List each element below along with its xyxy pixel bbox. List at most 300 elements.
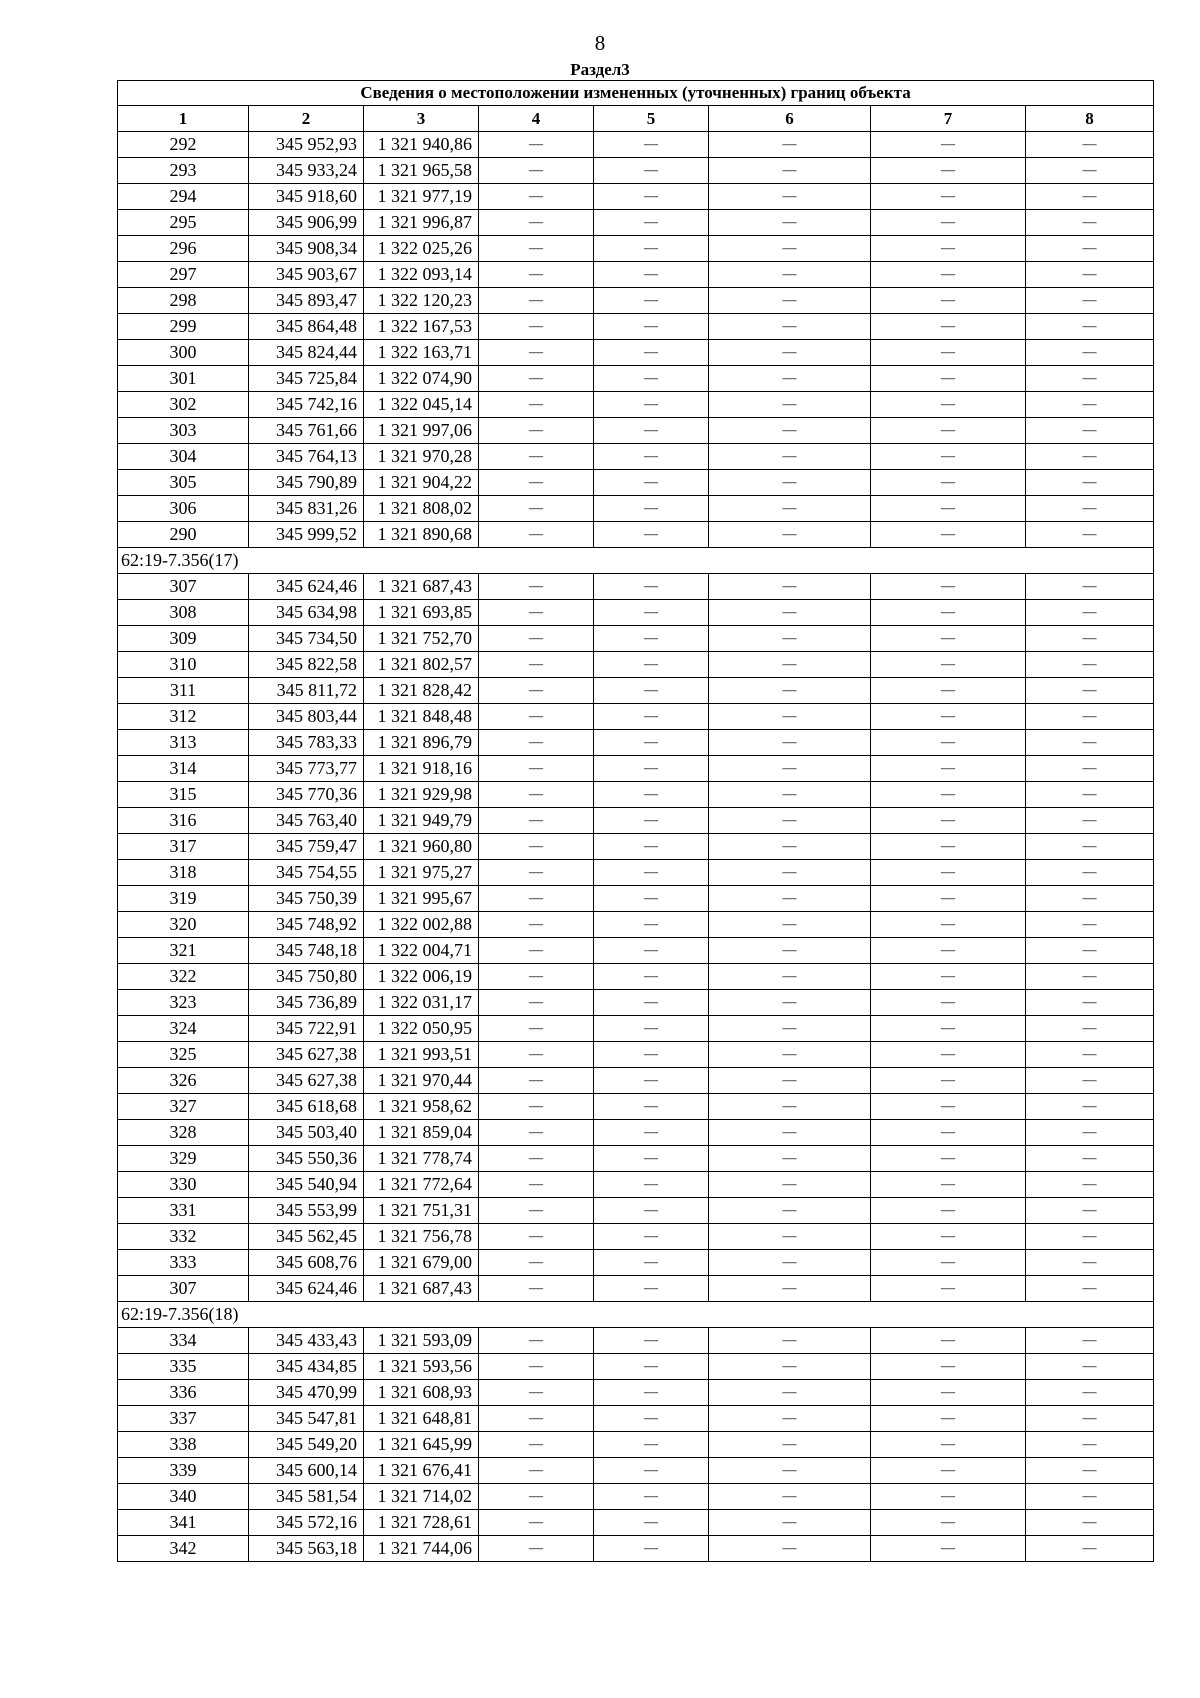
empty-value-cell: — bbox=[709, 132, 871, 158]
x-coordinate-cell: 345 764,13 bbox=[249, 444, 364, 470]
empty-value-cell: — bbox=[594, 834, 709, 860]
x-coordinate-cell: 345 624,46 bbox=[249, 1276, 364, 1302]
empty-value-cell: — bbox=[594, 1354, 709, 1380]
y-coordinate-cell: 1 321 995,67 bbox=[364, 886, 479, 912]
empty-value-cell: — bbox=[709, 808, 871, 834]
empty-value-cell: — bbox=[871, 730, 1026, 756]
empty-value-cell: — bbox=[479, 1510, 594, 1536]
empty-value-cell: — bbox=[1026, 522, 1154, 548]
x-coordinate-cell: 345 759,47 bbox=[249, 834, 364, 860]
empty-value-cell: — bbox=[871, 470, 1026, 496]
x-coordinate-cell: 345 470,99 bbox=[249, 1380, 364, 1406]
empty-value-cell: — bbox=[709, 1068, 871, 1094]
point-number-cell: 295 bbox=[118, 210, 249, 236]
empty-value-cell: — bbox=[479, 678, 594, 704]
empty-value-cell: — bbox=[1026, 1250, 1154, 1276]
empty-value-cell: — bbox=[871, 704, 1026, 730]
point-number-cell: 340 bbox=[118, 1484, 249, 1510]
y-coordinate-cell: 1 321 896,79 bbox=[364, 730, 479, 756]
table-row bbox=[118, 808, 1154, 834]
empty-value-cell: — bbox=[1026, 1068, 1154, 1094]
table-row bbox=[118, 678, 1154, 704]
empty-value-cell: — bbox=[1026, 782, 1154, 808]
empty-value-cell: — bbox=[479, 1198, 594, 1224]
table-row bbox=[118, 1094, 1154, 1120]
y-coordinate-cell: 1 322 006,19 bbox=[364, 964, 479, 990]
x-coordinate-cell: 345 770,36 bbox=[249, 782, 364, 808]
empty-value-cell: — bbox=[709, 1380, 871, 1406]
empty-value-cell: — bbox=[871, 886, 1026, 912]
column-header: 5 bbox=[594, 106, 709, 132]
empty-value-cell: — bbox=[871, 184, 1026, 210]
empty-value-cell: — bbox=[479, 990, 594, 1016]
empty-value-cell: — bbox=[709, 1328, 871, 1354]
empty-value-cell: — bbox=[871, 340, 1026, 366]
table-row bbox=[118, 1172, 1154, 1198]
point-number-cell: 293 bbox=[118, 158, 249, 184]
empty-value-cell: — bbox=[871, 1484, 1026, 1510]
empty-value-cell: — bbox=[1026, 730, 1154, 756]
point-number-cell: 303 bbox=[118, 418, 249, 444]
empty-value-cell: — bbox=[709, 1198, 871, 1224]
y-coordinate-cell: 1 321 977,19 bbox=[364, 184, 479, 210]
table-row bbox=[118, 1536, 1154, 1562]
empty-value-cell: — bbox=[709, 1276, 871, 1302]
point-number-cell: 334 bbox=[118, 1328, 249, 1354]
x-coordinate-cell: 345 824,44 bbox=[249, 340, 364, 366]
x-coordinate-cell: 345 624,46 bbox=[249, 574, 364, 600]
point-number-cell: 310 bbox=[118, 652, 249, 678]
x-coordinate-cell: 345 763,40 bbox=[249, 808, 364, 834]
point-number-cell: 317 bbox=[118, 834, 249, 860]
empty-value-cell: — bbox=[871, 366, 1026, 392]
table-row bbox=[118, 1250, 1154, 1276]
empty-value-cell: — bbox=[871, 782, 1026, 808]
empty-value-cell: — bbox=[1026, 1172, 1154, 1198]
table-row bbox=[118, 210, 1154, 236]
table-row bbox=[118, 444, 1154, 470]
empty-value-cell: — bbox=[479, 418, 594, 444]
empty-value-cell: — bbox=[479, 1120, 594, 1146]
empty-value-cell: — bbox=[709, 1172, 871, 1198]
empty-value-cell: — bbox=[871, 444, 1026, 470]
empty-value-cell: — bbox=[709, 964, 871, 990]
table-row bbox=[118, 1406, 1154, 1432]
column-header: 3 bbox=[364, 106, 479, 132]
empty-value-cell: — bbox=[594, 1120, 709, 1146]
y-coordinate-cell: 1 321 848,48 bbox=[364, 704, 479, 730]
point-number-cell: 331 bbox=[118, 1198, 249, 1224]
point-number-cell: 299 bbox=[118, 314, 249, 340]
x-coordinate-cell: 345 627,38 bbox=[249, 1068, 364, 1094]
empty-value-cell: — bbox=[479, 288, 594, 314]
empty-value-cell: — bbox=[871, 912, 1026, 938]
empty-value-cell: — bbox=[1026, 236, 1154, 262]
y-coordinate-cell: 1 321 756,78 bbox=[364, 1224, 479, 1250]
empty-value-cell: — bbox=[871, 626, 1026, 652]
y-coordinate-cell: 1 321 593,09 bbox=[364, 1328, 479, 1354]
empty-value-cell: — bbox=[709, 210, 871, 236]
empty-value-cell: — bbox=[871, 288, 1026, 314]
empty-value-cell: — bbox=[871, 964, 1026, 990]
empty-value-cell: — bbox=[594, 1146, 709, 1172]
empty-value-cell: — bbox=[1026, 626, 1154, 652]
empty-value-cell: — bbox=[594, 1016, 709, 1042]
x-coordinate-cell: 345 906,99 bbox=[249, 210, 364, 236]
empty-value-cell: — bbox=[594, 496, 709, 522]
x-coordinate-cell: 345 434,85 bbox=[249, 1354, 364, 1380]
empty-value-cell: — bbox=[871, 496, 1026, 522]
empty-value-cell: — bbox=[594, 1406, 709, 1432]
point-number-cell: 313 bbox=[118, 730, 249, 756]
table-row bbox=[118, 652, 1154, 678]
x-coordinate-cell: 345 503,40 bbox=[249, 1120, 364, 1146]
table-row bbox=[118, 912, 1154, 938]
empty-value-cell: — bbox=[871, 1120, 1026, 1146]
empty-value-cell: — bbox=[479, 1458, 594, 1484]
x-coordinate-cell: 345 725,84 bbox=[249, 366, 364, 392]
table-row bbox=[118, 782, 1154, 808]
empty-value-cell: — bbox=[709, 522, 871, 548]
point-number-cell: 294 bbox=[118, 184, 249, 210]
empty-value-cell: — bbox=[709, 158, 871, 184]
point-number-cell: 325 bbox=[118, 1042, 249, 1068]
empty-value-cell: — bbox=[479, 158, 594, 184]
y-coordinate-cell: 1 321 949,79 bbox=[364, 808, 479, 834]
empty-value-cell: — bbox=[1026, 1406, 1154, 1432]
empty-value-cell: — bbox=[709, 990, 871, 1016]
empty-value-cell: — bbox=[594, 236, 709, 262]
y-coordinate-cell: 1 321 593,56 bbox=[364, 1354, 479, 1380]
empty-value-cell: — bbox=[871, 1224, 1026, 1250]
x-coordinate-cell: 345 803,44 bbox=[249, 704, 364, 730]
point-number-cell: 322 bbox=[118, 964, 249, 990]
empty-value-cell: — bbox=[709, 860, 871, 886]
empty-value-cell: — bbox=[594, 756, 709, 782]
empty-value-cell: — bbox=[709, 886, 871, 912]
x-coordinate-cell: 345 999,52 bbox=[249, 522, 364, 548]
empty-value-cell: — bbox=[1026, 808, 1154, 834]
x-coordinate-cell: 345 722,91 bbox=[249, 1016, 364, 1042]
empty-value-cell: — bbox=[594, 392, 709, 418]
empty-value-cell: — bbox=[479, 314, 594, 340]
x-coordinate-cell: 345 734,50 bbox=[249, 626, 364, 652]
empty-value-cell: — bbox=[709, 184, 871, 210]
empty-value-cell: — bbox=[479, 704, 594, 730]
empty-value-cell: — bbox=[709, 288, 871, 314]
empty-value-cell: — bbox=[709, 1146, 871, 1172]
empty-value-cell: — bbox=[479, 1042, 594, 1068]
empty-value-cell: — bbox=[594, 1198, 709, 1224]
y-coordinate-cell: 1 321 859,04 bbox=[364, 1120, 479, 1146]
x-coordinate-cell: 345 952,93 bbox=[249, 132, 364, 158]
empty-value-cell: — bbox=[594, 1172, 709, 1198]
empty-value-cell: — bbox=[709, 1224, 871, 1250]
empty-value-cell: — bbox=[709, 574, 871, 600]
empty-value-cell: — bbox=[871, 1016, 1026, 1042]
table-row bbox=[118, 626, 1154, 652]
y-coordinate-cell: 1 321 975,27 bbox=[364, 860, 479, 886]
empty-value-cell: — bbox=[871, 1406, 1026, 1432]
point-number-cell: 309 bbox=[118, 626, 249, 652]
x-coordinate-cell: 345 736,89 bbox=[249, 990, 364, 1016]
point-number-cell: 339 bbox=[118, 1458, 249, 1484]
empty-value-cell: — bbox=[871, 236, 1026, 262]
empty-value-cell: — bbox=[479, 1406, 594, 1432]
empty-value-cell: — bbox=[871, 158, 1026, 184]
empty-value-cell: — bbox=[709, 262, 871, 288]
table-row bbox=[118, 392, 1154, 418]
y-coordinate-cell: 1 322 120,23 bbox=[364, 288, 479, 314]
y-coordinate-cell: 1 321 744,06 bbox=[364, 1536, 479, 1562]
table-row bbox=[118, 132, 1154, 158]
y-coordinate-cell: 1 322 025,26 bbox=[364, 236, 479, 262]
y-coordinate-cell: 1 321 645,99 bbox=[364, 1432, 479, 1458]
empty-value-cell: — bbox=[479, 522, 594, 548]
y-coordinate-cell: 1 322 163,71 bbox=[364, 340, 479, 366]
empty-value-cell: — bbox=[709, 314, 871, 340]
empty-value-cell: — bbox=[1026, 1432, 1154, 1458]
table-row bbox=[118, 1224, 1154, 1250]
empty-value-cell: — bbox=[709, 1458, 871, 1484]
empty-value-cell: — bbox=[1026, 392, 1154, 418]
empty-value-cell: — bbox=[1026, 652, 1154, 678]
empty-value-cell: — bbox=[594, 1042, 709, 1068]
empty-value-cell: — bbox=[709, 444, 871, 470]
x-coordinate-cell: 345 908,34 bbox=[249, 236, 364, 262]
point-number-cell: 302 bbox=[118, 392, 249, 418]
empty-value-cell: — bbox=[594, 1328, 709, 1354]
empty-value-cell: — bbox=[709, 418, 871, 444]
table-body bbox=[118, 132, 1154, 1562]
group-row bbox=[118, 1302, 1154, 1328]
y-coordinate-cell: 1 321 940,86 bbox=[364, 132, 479, 158]
table-caption: Сведения о местоположении измененных (уточненных) границ объекта bbox=[118, 81, 1154, 106]
empty-value-cell: — bbox=[1026, 938, 1154, 964]
x-coordinate-cell: 345 608,76 bbox=[249, 1250, 364, 1276]
point-number-cell: 318 bbox=[118, 860, 249, 886]
empty-value-cell: — bbox=[594, 678, 709, 704]
empty-value-cell: — bbox=[479, 470, 594, 496]
table-row bbox=[118, 470, 1154, 496]
point-number-cell: 338 bbox=[118, 1432, 249, 1458]
empty-value-cell: — bbox=[871, 938, 1026, 964]
y-coordinate-cell: 1 321 929,98 bbox=[364, 782, 479, 808]
y-coordinate-cell: 1 321 679,00 bbox=[364, 1250, 479, 1276]
empty-value-cell: — bbox=[709, 236, 871, 262]
table-row bbox=[118, 574, 1154, 600]
empty-value-cell: — bbox=[709, 366, 871, 392]
table-row bbox=[118, 1042, 1154, 1068]
empty-value-cell: — bbox=[709, 1536, 871, 1562]
empty-value-cell: — bbox=[709, 678, 871, 704]
x-coordinate-cell: 345 864,48 bbox=[249, 314, 364, 340]
point-number-cell: 292 bbox=[118, 132, 249, 158]
empty-value-cell: — bbox=[1026, 470, 1154, 496]
x-coordinate-cell: 345 549,20 bbox=[249, 1432, 364, 1458]
empty-value-cell: — bbox=[594, 912, 709, 938]
empty-value-cell: — bbox=[479, 496, 594, 522]
empty-value-cell: — bbox=[1026, 886, 1154, 912]
x-coordinate-cell: 345 903,67 bbox=[249, 262, 364, 288]
x-coordinate-cell: 345 750,39 bbox=[249, 886, 364, 912]
empty-value-cell: — bbox=[709, 496, 871, 522]
y-coordinate-cell: 1 321 970,28 bbox=[364, 444, 479, 470]
x-coordinate-cell: 345 831,26 bbox=[249, 496, 364, 522]
empty-value-cell: — bbox=[594, 964, 709, 990]
empty-value-cell: — bbox=[594, 184, 709, 210]
empty-value-cell: — bbox=[871, 522, 1026, 548]
empty-value-cell: — bbox=[709, 600, 871, 626]
y-coordinate-cell: 1 321 904,22 bbox=[364, 470, 479, 496]
empty-value-cell: — bbox=[709, 1484, 871, 1510]
empty-value-cell: — bbox=[1026, 262, 1154, 288]
empty-value-cell: — bbox=[709, 626, 871, 652]
y-coordinate-cell: 1 321 970,44 bbox=[364, 1068, 479, 1094]
empty-value-cell: — bbox=[594, 1224, 709, 1250]
empty-value-cell: — bbox=[871, 1510, 1026, 1536]
empty-value-cell: — bbox=[871, 1172, 1026, 1198]
empty-value-cell: — bbox=[479, 938, 594, 964]
table-row bbox=[118, 1068, 1154, 1094]
empty-value-cell: — bbox=[871, 808, 1026, 834]
empty-value-cell: — bbox=[871, 678, 1026, 704]
x-coordinate-cell: 345 600,14 bbox=[249, 1458, 364, 1484]
empty-value-cell: — bbox=[479, 444, 594, 470]
empty-value-cell: — bbox=[594, 730, 709, 756]
empty-value-cell: — bbox=[871, 574, 1026, 600]
y-coordinate-cell: 1 322 074,90 bbox=[364, 366, 479, 392]
table-row bbox=[118, 990, 1154, 1016]
empty-value-cell: — bbox=[1026, 990, 1154, 1016]
point-number-cell: 296 bbox=[118, 236, 249, 262]
point-number-cell: 326 bbox=[118, 1068, 249, 1094]
empty-value-cell: — bbox=[479, 1380, 594, 1406]
table-row bbox=[118, 1146, 1154, 1172]
empty-value-cell: — bbox=[479, 782, 594, 808]
point-number-cell: 320 bbox=[118, 912, 249, 938]
x-coordinate-cell: 345 822,58 bbox=[249, 652, 364, 678]
empty-value-cell: — bbox=[1026, 1328, 1154, 1354]
empty-value-cell: — bbox=[479, 600, 594, 626]
y-coordinate-cell: 1 322 002,88 bbox=[364, 912, 479, 938]
boundary-coordinates-table bbox=[117, 80, 1154, 1562]
y-coordinate-cell: 1 321 693,85 bbox=[364, 600, 479, 626]
point-number-cell: 333 bbox=[118, 1250, 249, 1276]
empty-value-cell: — bbox=[871, 1432, 1026, 1458]
group-label: 62:19-7.356(18) bbox=[118, 1302, 1154, 1328]
empty-value-cell: — bbox=[871, 834, 1026, 860]
y-coordinate-cell: 1 322 093,14 bbox=[364, 262, 479, 288]
empty-value-cell: — bbox=[1026, 678, 1154, 704]
empty-value-cell: — bbox=[479, 392, 594, 418]
empty-value-cell: — bbox=[1026, 1380, 1154, 1406]
empty-value-cell: — bbox=[1026, 1042, 1154, 1068]
table-row bbox=[118, 886, 1154, 912]
empty-value-cell: — bbox=[1026, 912, 1154, 938]
page-number: 8 bbox=[594, 31, 606, 55]
y-coordinate-cell: 1 321 714,02 bbox=[364, 1484, 479, 1510]
empty-value-cell: — bbox=[479, 132, 594, 158]
empty-value-cell: — bbox=[594, 990, 709, 1016]
empty-value-cell: — bbox=[479, 236, 594, 262]
empty-value-cell: — bbox=[1026, 600, 1154, 626]
empty-value-cell: — bbox=[594, 132, 709, 158]
point-number-cell: 324 bbox=[118, 1016, 249, 1042]
group-label: 62:19-7.356(17) bbox=[118, 548, 1154, 574]
empty-value-cell: — bbox=[1026, 756, 1154, 782]
empty-value-cell: — bbox=[709, 1354, 871, 1380]
empty-value-cell: — bbox=[1026, 1094, 1154, 1120]
x-coordinate-cell: 345 918,60 bbox=[249, 184, 364, 210]
table-row bbox=[118, 418, 1154, 444]
table-row bbox=[118, 1198, 1154, 1224]
y-coordinate-cell: 1 321 608,93 bbox=[364, 1380, 479, 1406]
table-row bbox=[118, 730, 1154, 756]
empty-value-cell: — bbox=[871, 1380, 1026, 1406]
y-coordinate-cell: 1 321 965,58 bbox=[364, 158, 479, 184]
empty-value-cell: — bbox=[1026, 574, 1154, 600]
table-row bbox=[118, 184, 1154, 210]
point-number-cell: 335 bbox=[118, 1354, 249, 1380]
table-row bbox=[118, 1458, 1154, 1484]
x-coordinate-cell: 345 790,89 bbox=[249, 470, 364, 496]
y-coordinate-cell: 1 322 031,17 bbox=[364, 990, 479, 1016]
point-number-cell: 321 bbox=[118, 938, 249, 964]
empty-value-cell: — bbox=[709, 938, 871, 964]
empty-value-cell: — bbox=[1026, 184, 1154, 210]
y-coordinate-cell: 1 321 778,74 bbox=[364, 1146, 479, 1172]
table-row bbox=[118, 600, 1154, 626]
empty-value-cell: — bbox=[709, 756, 871, 782]
empty-value-cell: — bbox=[1026, 132, 1154, 158]
point-number-cell: 342 bbox=[118, 1536, 249, 1562]
y-coordinate-cell: 1 321 960,80 bbox=[364, 834, 479, 860]
empty-value-cell: — bbox=[709, 392, 871, 418]
empty-value-cell: — bbox=[1026, 496, 1154, 522]
empty-value-cell: — bbox=[1026, 860, 1154, 886]
empty-value-cell: — bbox=[871, 1198, 1026, 1224]
y-coordinate-cell: 1 321 996,87 bbox=[364, 210, 479, 236]
empty-value-cell: — bbox=[479, 626, 594, 652]
empty-value-cell: — bbox=[594, 522, 709, 548]
point-number-cell: 298 bbox=[118, 288, 249, 314]
y-coordinate-cell: 1 321 958,62 bbox=[364, 1094, 479, 1120]
table-row bbox=[118, 288, 1154, 314]
empty-value-cell: — bbox=[1026, 1016, 1154, 1042]
table-caption-row bbox=[118, 81, 1154, 106]
empty-value-cell: — bbox=[871, 860, 1026, 886]
empty-value-cell: — bbox=[709, 912, 871, 938]
empty-value-cell: — bbox=[479, 366, 594, 392]
empty-value-cell: — bbox=[479, 808, 594, 834]
empty-value-cell: — bbox=[479, 1354, 594, 1380]
table-row bbox=[118, 1510, 1154, 1536]
empty-value-cell: — bbox=[479, 1536, 594, 1562]
empty-value-cell: — bbox=[1026, 1536, 1154, 1562]
column-header: 1 bbox=[118, 106, 249, 132]
x-coordinate-cell: 345 572,16 bbox=[249, 1510, 364, 1536]
empty-value-cell: — bbox=[1026, 340, 1154, 366]
x-coordinate-cell: 345 783,33 bbox=[249, 730, 364, 756]
column-header: 8 bbox=[1026, 106, 1154, 132]
y-coordinate-cell: 1 321 993,51 bbox=[364, 1042, 479, 1068]
y-coordinate-cell: 1 321 890,68 bbox=[364, 522, 479, 548]
empty-value-cell: — bbox=[594, 158, 709, 184]
point-number-cell: 305 bbox=[118, 470, 249, 496]
x-coordinate-cell: 345 563,18 bbox=[249, 1536, 364, 1562]
point-number-cell: 328 bbox=[118, 1120, 249, 1146]
